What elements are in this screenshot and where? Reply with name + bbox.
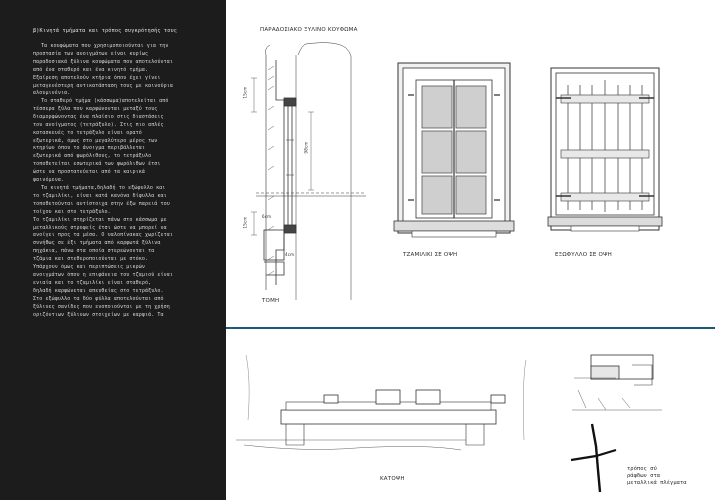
- paragraph-line: ανοίγει προς τα μέσα. Ο υαλοπίνακας χωρίζεται: [33, 232, 173, 239]
- paragraph-line: εξωτερικά, όμως στο μεγαλύτερο μέρος των: [33, 137, 158, 144]
- paragraph-line: Τα κουφώματα που χρησιμοποιούνται για την: [41, 43, 169, 49]
- drawing-title: ΠΑΡΑΔΟΣΙΑΚΟ ΞΥΛΙΝΟ ΚΟΥΦΩΜΑ: [260, 27, 358, 33]
- rod-junction-drawing: [571, 424, 616, 492]
- paragraph-line: ενιαία και το τζαμιλίκι είναι σταθερό,: [33, 279, 152, 286]
- paragraph-line: διαμορφώνοντας ένα πλαίσιο στις διαστάσεις: [33, 113, 164, 120]
- paragraph-line: τέσσερα ξύλα που καρφώνονται μεταξύ τους: [33, 105, 158, 112]
- paragraph-line: Εξαίρεση αποτελούν κτήρια όπου έχει γίνει: [33, 74, 161, 81]
- drawing-sheet: [226, 0, 715, 500]
- paragraph-line: προστασία των ανοιγμάτων είναι κυρίως: [33, 50, 149, 57]
- paragraph-line: από ένα σταθερό και ένα κινητό τμήμα.: [33, 66, 149, 73]
- paragraph-line: παραδοσιακά ξύλινα κουφώματα που αποτελούνται: [33, 58, 173, 65]
- paragraph-2: [33, 98, 219, 185]
- section-divider: [226, 327, 715, 329]
- paragraph-line: τοίχου και στο τετράξυλο.: [33, 208, 111, 215]
- paragraph-line: κατασκευές το τετράξυλο είναι ορατό: [33, 129, 142, 136]
- paragraph-line: τοποθετείται εσωτερικά των ψωρόλιθων έτσι: [33, 161, 161, 168]
- plan-label: ΚΑΤΟΨΗ: [380, 476, 405, 482]
- paragraph-line: το τζαμιλίκι, είναι κατά κανόνα δίφυλλα και: [33, 192, 167, 199]
- paragraph-line: ανοιγμάτων όπου η επιφάνεια του τζαμιού είναι: [33, 271, 173, 278]
- paragraph-line: του ανοίγματος (τετράξυλο). Στις πιο απλές: [33, 121, 164, 128]
- paragraph-line: μεταγενέστερη αντικατάσταση τους με καινούρια: [33, 82, 173, 89]
- section-label: ΤΟΜΗ: [262, 298, 280, 304]
- detail-drawing: [572, 355, 662, 410]
- section-drawing: [251, 43, 366, 300]
- paragraph-line: αλουμινένια.: [33, 90, 71, 97]
- paragraph-1: [33, 43, 219, 98]
- shutter-drawing: [548, 68, 662, 231]
- paragraph-line: δηλαδή καρφώνεται απευθείας στο τετράξυλο.: [33, 287, 164, 294]
- paragraph-line: οριζόντιων ξύλινων στοιχείων με καρφιά. Τα: [33, 311, 164, 318]
- paragraph-line: κτηρίων όπου το άνοιγμα περιβάλλεται: [33, 145, 145, 152]
- dimension-2: 98cm: [303, 141, 309, 154]
- paragraph-3: [33, 185, 219, 319]
- glazed-window-label: ΤΖΑΜΙΛΙΚΙ ΣΕ ΟΨΗ: [403, 252, 458, 258]
- paragraph-line: Τα κινητά τμήματα,δηλαδή το εξώφυλλο και: [41, 185, 166, 191]
- paragraph-line: φαινόμενα.: [33, 177, 65, 184]
- dimension-1: 15cm: [242, 86, 248, 99]
- paragraph-line: μεταλλικούς στροφείς έτσι ώστε να μπορεί να: [33, 224, 167, 231]
- detail-note: τρόπος σύ ράφδων στα μεταλλικά πλέγματα: [627, 466, 687, 486]
- paragraph-line: Το τζαμιλίκι στηρίζεται πάνω στο κάσσωμα με: [33, 216, 167, 223]
- glazed-window-drawing: [394, 63, 514, 237]
- shutter-label: ΕΞΩΦΥΛΛΟ ΣΕ ΟΨΗ: [555, 252, 612, 258]
- paragraph-line: εξωτερικά από ψωρόλιθους, το τετράξυλο: [33, 153, 152, 160]
- paragraph-line: Το σταθερό τμήμα (κάσσωμα)αποτελείται από: [41, 98, 169, 104]
- paragraph-line: συνήθως σε έξι τμήματα από καρφωτά ξύλινα: [33, 240, 161, 247]
- dimension-3: 15cm: [242, 216, 248, 229]
- paragraph-line: τοποθετούνται αντίστοιχα στην έξω παρειά του: [33, 200, 170, 207]
- paragraph-line: ώστε να προστατεύεται από τα καιρικά: [33, 169, 145, 176]
- plan-drawing: [236, 355, 526, 450]
- paragraph-line: Υπάρχουν όμως και περιπτώσεις μικρών: [33, 264, 145, 271]
- paragraph-line: τζάμια και στεθεροποιούνται με στόκο.: [33, 256, 149, 263]
- dimension-5: 4cm: [285, 252, 295, 257]
- paragraph-line: ξύλινες σανίδες που ενοποιούνται με τη χρήση: [33, 303, 170, 310]
- paragraph-line: πηχάκια, πάνω στα οποία στερεώνονται τα: [33, 248, 155, 255]
- dimension-4: 6cm: [262, 214, 272, 219]
- paragraph-line: Στο εξώφυλλο τα δύο φύλλα αποτελούνται από: [33, 295, 164, 302]
- section-heading: β)Κινητά τμήματα και τρόπος συγκρότησής τους: [33, 28, 178, 34]
